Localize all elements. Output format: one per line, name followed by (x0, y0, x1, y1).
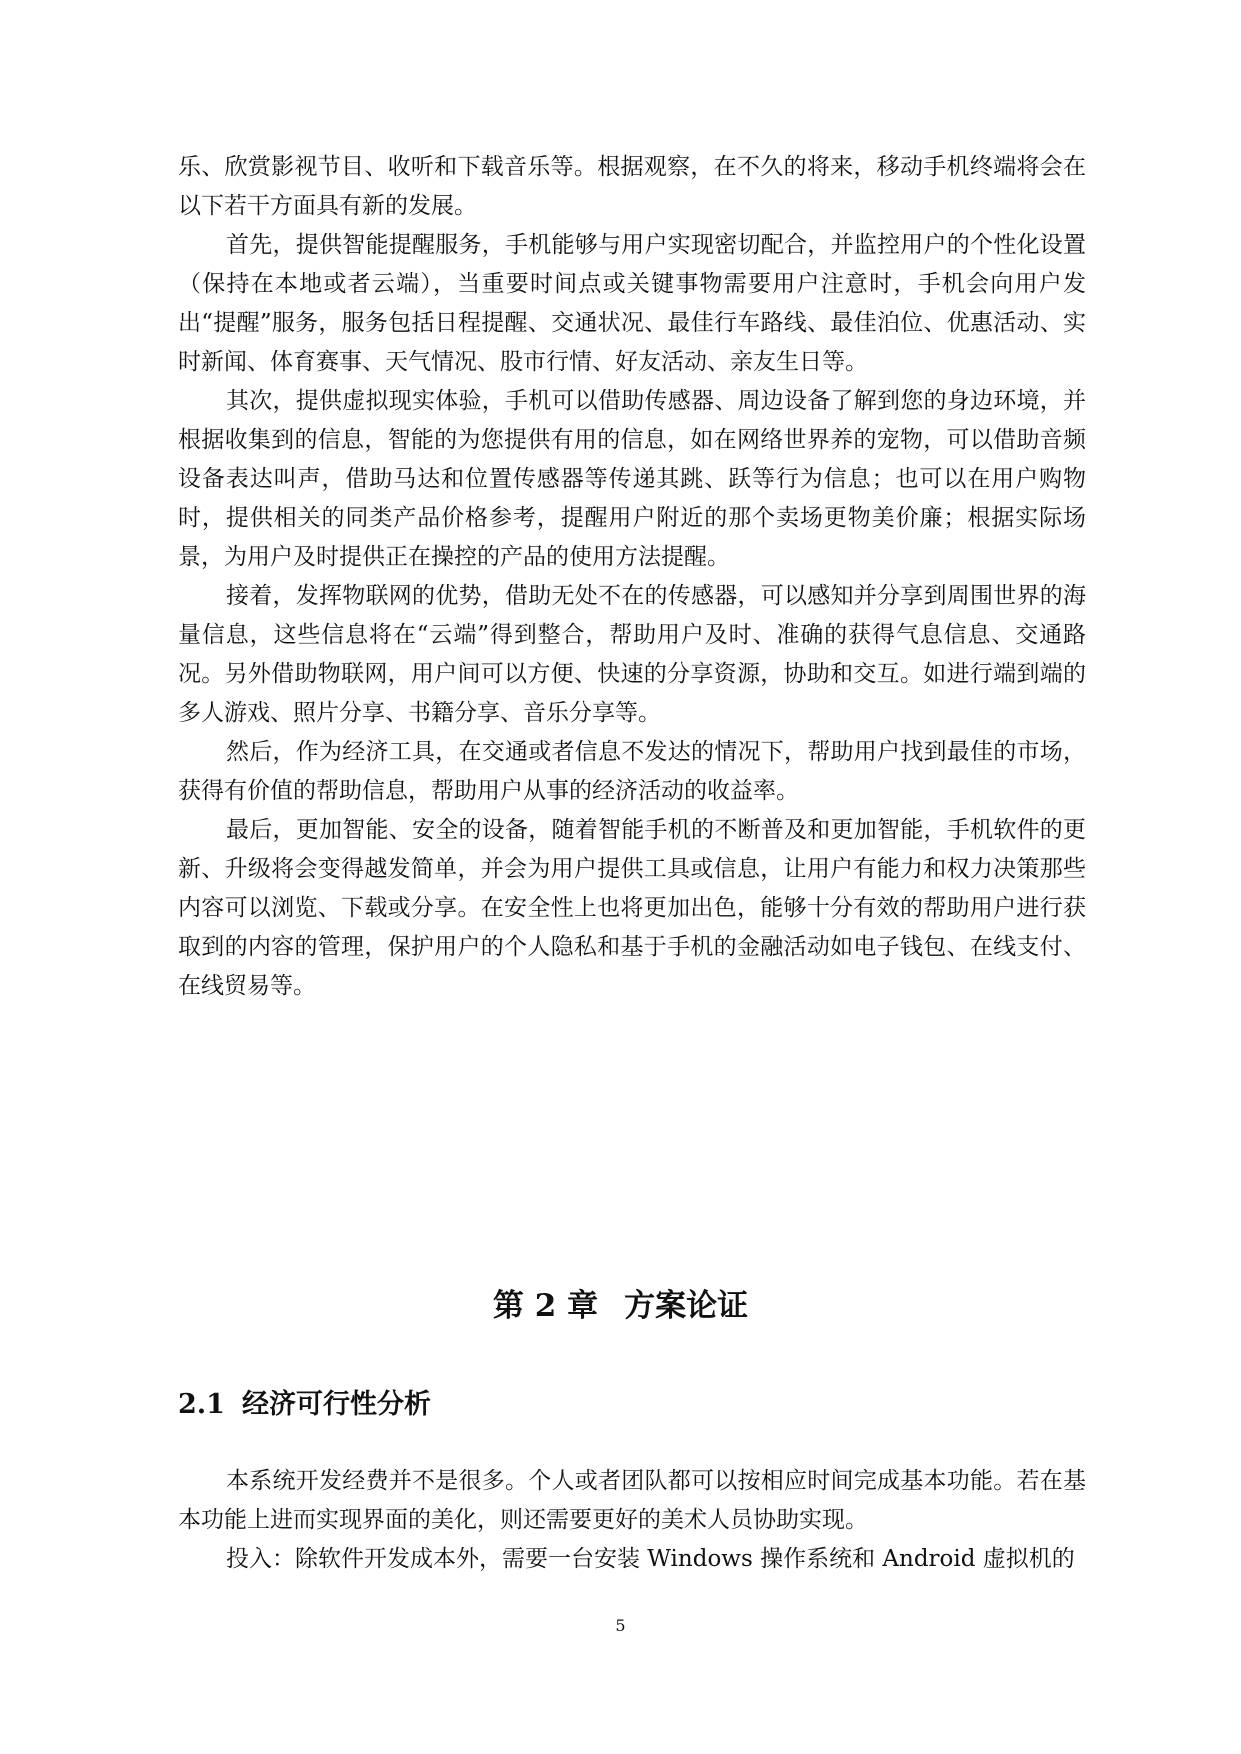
chapter-number: 第 2 章 (492, 1288, 599, 1324)
paragraph-cost: 本系统开发经费并不是很多。个人或者团队都可以按相应时间完成基本功能。若在基本功能上进而实现界面的美化，则还需要更好的美术人员协助实现。 (178, 1468, 1086, 1533)
paragraph-iot: 接着，发挥物联网的优势，借助无处不在的传感器，可以感知并分享到周围世界的海量信息，这些信息将在“云端”得到整合，帮助用户及时、准确的获得气息信息、交通路况。另外借助物联网，用户间可以方便、快速的分享资源，协助和交互。如进行端到端的多人游戏、照片分享、书籍分享、音乐分享等。 (178, 583, 1086, 726)
paragraph-smart-reminder: 首先，提供智能提醒服务，手机能够与用户实现密切配合，并监控用户的个性化设置（保持在本地或者云端），当重要时间点或关键事物需要用户注意时，手机会向用户发出“提醒”服务，服务包括日程提醒、交通状况、最佳行车路线、最佳泊位、优惠活动、实时新闻、体育赛事、天气情况、股市行情、好友活动、亲友生日等。 (178, 232, 1086, 375)
section-heading (178, 1385, 431, 1425)
page-number: 5 (615, 1616, 626, 1635)
section-body-text (178, 1462, 1086, 1579)
section-title-text: 经济可行性分析 (242, 1389, 431, 1420)
body-text (178, 148, 1086, 1006)
paragraph-security: 最后，更加智能、安全的设备，随着智能手机的不断普及和更加智能，手机软件的更新、升级将会变得越发简单，并会为用户提供工具或信息，让用户有能力和权力决策那些内容可以浏览、下载或分享。在安全性上也将更加出色，能够十分有效的帮助用户进行获取到的内容的管理，保护用户的个人隐私和基于手机的金融活动如电子钱包、在线支付、在线贸易等。 (178, 817, 1086, 999)
paragraph-economic-tool: 然后，作为经济工具，在交通或者信息不发达的情况下，帮助用户找到最佳的市场，获得有价值的帮助信息，帮助用户从事的经济活动的收益率。 (178, 739, 1086, 804)
paragraph-virtual-reality: 其次，提供虚拟现实体验，手机可以借助传感器、周边设备了解到您的身边环境，并根据收集到的信息，智能的为您提供有用的信息，如在网络世界养的宠物，可以借助音频设备表达叫声，借助马达和位置传感器等传递其跳、跃等行为信息；也可以在用户购物时，提供相关的同类产品价格参考，提醒用户附近的那个卖场更物美价廉；根据实际场景，为用户及时提供正在操控的产品的使用方法提醒。 (178, 388, 1086, 570)
chapter-title-text: 方案论证 (624, 1288, 749, 1324)
paragraph-investment: 投入：除软件开发成本外，需要一台安装 Windows 操作系统和 Android 虚拟机的 (226, 1546, 1075, 1572)
paragraph-continued: 乐、欣赏影视节目、收听和下载音乐等。根据观察，在不久的将来，移动手机终端将会在以下若干方面具有新的发展。 (178, 154, 1086, 219)
chapter-heading (0, 1284, 1241, 1328)
section-number: 2.1 (178, 1389, 225, 1420)
